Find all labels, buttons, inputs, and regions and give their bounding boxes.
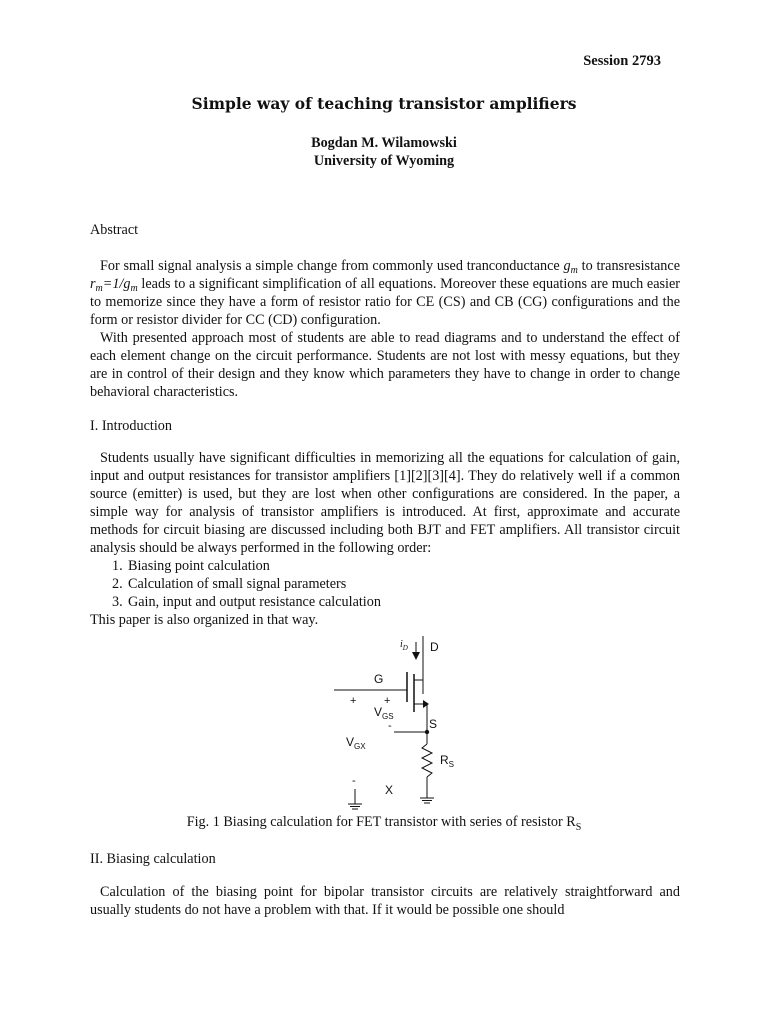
- abstract-paragraph-2: With presented approach most of students are able to read diagrams and to understand the effect of each element change on the circuit performance. Students are not lost with messy equations, but they are in control of their design and they know which parameters they have to change in order to change behavioral characteristics.: [90, 330, 680, 400]
- author-name: Bogdan M. Wilamowski: [311, 135, 457, 151]
- resistor-rs: [422, 744, 432, 777]
- label-drain: D: [430, 640, 439, 654]
- introduction-closing: This paper is also organized in that way.: [90, 612, 319, 628]
- symbol-g2-sub: m: [130, 283, 138, 294]
- introduction-heading: I. Introduction: [90, 418, 172, 434]
- symbol-g: g: [563, 258, 571, 274]
- label-source: S: [429, 717, 438, 731]
- current-arrow-head: [412, 652, 420, 660]
- paper-title: Simple way of teaching transistor amplifiers: [191, 94, 577, 113]
- abstract-text-a: For small signal analysis a simple change from commonly used tranconductance: [100, 258, 564, 274]
- label-vgx: $V_{GX}$: [346, 735, 366, 751]
- label-x: X: [385, 783, 394, 797]
- label-minus-vgs: -: [388, 720, 392, 732]
- label-plus-left: +: [350, 695, 357, 707]
- fet-biasing-circuit-figure: [330, 632, 470, 810]
- introduction-paragraph: Students usually have significant difficulties in memorizing all the equations for calculation of gain, input and output resistances for transistor amplifiers [1][2][3][4]. They do relatively well if a common source (emitter) is used, but they are lost when other configurations are considered. In the paper, a simple way for analysis of transistor amplifiers is introduced. At first, approximate and accurate methods for circuit biasing are discussed including both BJT and FET amplifiers. All transistor circuit analysis should be always performed in the following order:: [90, 450, 680, 556]
- symbol-g-sub: m: [570, 265, 578, 276]
- list-text: Gain, input and output resistance calculation: [128, 594, 381, 610]
- abstract-heading: Abstract: [90, 222, 139, 238]
- analysis-steps-list: [90, 557, 680, 611]
- author-block: [0, 134, 768, 170]
- label-rs: $R_S$: [440, 753, 455, 769]
- list-item: [90, 557, 680, 575]
- symbol-r: r: [90, 276, 96, 292]
- label-vgs: $V_{GS}$: [374, 705, 394, 721]
- list-item: [90, 593, 680, 611]
- session-number: Session 2793: [583, 53, 661, 69]
- biasing-paragraph: Calculation of the biasing point for bipolar transistor circuits are relatively straightforward and usually students do not have a problem with that. If it would be possible one should: [90, 884, 680, 918]
- label-minus-left: -: [352, 775, 356, 787]
- abstract-body: [90, 257, 680, 401]
- introduction-body: [90, 449, 680, 629]
- figure-caption-sub: S: [575, 821, 582, 833]
- symbol-r-sub: m: [95, 283, 103, 294]
- label-plus-vgs: +: [384, 695, 391, 707]
- label-id: $i_D$: [400, 639, 408, 652]
- list-text: Biasing point calculation: [128, 558, 270, 574]
- abstract-text-d: leads to a significant simplification of all equations. Moreover these equations are much easier to memorize since they have a form of resistor ratio for CE (CS) and CB (CG) configurations and the form or resistor divider for CC (CD) configuration.: [90, 276, 680, 328]
- biasing-body: [90, 883, 680, 919]
- figure-caption-text: Fig. 1 Biasing calculation for FET transistor with series of resistor R: [186, 814, 576, 830]
- abstract-paragraph-1: [90, 257, 680, 329]
- author-affiliation: University of Wyoming: [313, 153, 455, 169]
- list-number: 3.: [112, 594, 123, 610]
- abstract-text-b: to transresistance: [577, 258, 680, 274]
- symbol-eq: =1/: [102, 276, 124, 292]
- list-number: 2.: [112, 576, 123, 592]
- biasing-heading: II. Biasing calculation: [90, 851, 216, 867]
- symbol-g2: g: [123, 276, 131, 292]
- figure-caption: [0, 813, 768, 831]
- list-item: [90, 575, 680, 593]
- list-number: 1.: [112, 558, 123, 574]
- list-text: Calculation of small signal parameters: [128, 576, 347, 592]
- label-gate: G: [374, 672, 384, 686]
